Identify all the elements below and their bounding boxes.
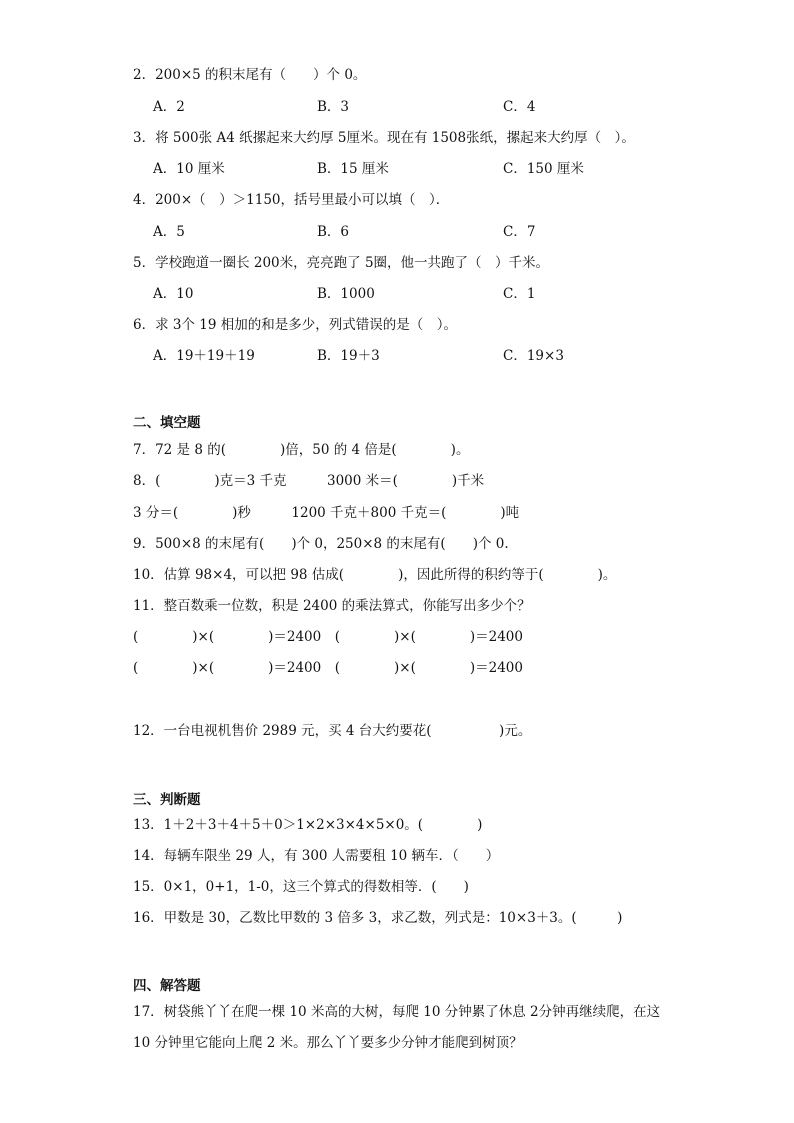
question-2-option-a: A．2 bbox=[153, 99, 185, 115]
question-10: 10．估算 98×4，可以把 98 估成( )，因此所得的积约等于( )。 bbox=[133, 567, 617, 583]
question-3-option-b: B．15 厘米 bbox=[317, 161, 389, 177]
question-8-line-2: 3 分＝( )秒 1200 千克＋800 千克＝( )吨 bbox=[133, 505, 520, 521]
question-17-line-2: 10 分钟里它能向上爬 2 米。那么丫丫要多少分钟才能爬到树顶？ bbox=[133, 1035, 523, 1051]
question-16: 16．甲数是 30，乙数比甲数的 3 倍多 3，求乙数，列式是：10×3＋3。( ) bbox=[133, 910, 623, 926]
question-11-stem: 11．整百数乘一位数，积是 2400 的乘法算式，你能写出多少个？ bbox=[133, 598, 531, 614]
question-6-option-b: B．19＋3 bbox=[317, 348, 380, 364]
question-15: 15．0×1，0+1，1-0，这三个算式的得数相等．( ) bbox=[133, 879, 469, 895]
question-5-stem: 5．学校跑道一圈长 200米，亮亮跑了 5圈，他一共跑了（ ）千米。 bbox=[133, 255, 550, 271]
answer-section-title: 四、解答题 bbox=[133, 978, 201, 994]
question-4-stem: 4．200×（ ）＞1150，括号里最小可以填（ ）． bbox=[133, 192, 450, 208]
question-11-row-1: ( )×( )＝2400 ( )×( )＝2400 bbox=[133, 629, 523, 645]
question-5-option-c: C．1 bbox=[503, 286, 536, 302]
question-11-row-2: ( )×( )＝2400 ( )×( )＝2400 bbox=[133, 660, 523, 676]
question-13: 13．1＋2＋3＋4＋5＋0＞1×2×3×4×5×0。( ) bbox=[133, 817, 483, 833]
question-3-stem: 3．将 500张 A4 纸摞起来大约厚 5厘米。现在有 1508张纸，摞起来大约厚（ ）。 bbox=[133, 130, 635, 146]
judge-section-title: 三、判断题 bbox=[133, 792, 201, 808]
question-8-line-1: 8．( )克＝3 千克 3000 米＝( )千米 bbox=[133, 473, 485, 489]
question-2-stem: 2．200×5 的积末尾有（ ）个 0。 bbox=[133, 67, 367, 83]
question-4-option-c: C．7 bbox=[503, 224, 536, 240]
question-4-option-b: B．6 bbox=[317, 224, 350, 240]
question-3-option-a: A．10 厘米 bbox=[153, 161, 225, 177]
question-17-line-1: 17．树袋熊丫丫在爬一棵 10 米高的大树，每爬 10 分钟累了休息 2分钟再继续爬，在这 bbox=[133, 1004, 661, 1020]
question-5-option-a: A．10 bbox=[153, 286, 194, 302]
question-6-option-c: C．19×3 bbox=[503, 348, 564, 364]
question-2-option-c: C．4 bbox=[503, 99, 536, 115]
question-4-option-a: A．5 bbox=[153, 224, 185, 240]
fill-section-title: 二、填空题 bbox=[133, 415, 201, 431]
question-6-option-a: A．19＋19＋19 bbox=[153, 348, 255, 364]
question-14: 14．每辆车限坐 29 人，有 300 人需要租 10 辆车．（ ） bbox=[133, 848, 500, 864]
question-9: 9．500×8 的末尾有( )个 0，250×8 的末尾有( )个 0. bbox=[133, 536, 509, 552]
question-12: 12．一台电视机售价 2989 元，买 4 台大约要花( )元。 bbox=[133, 723, 532, 739]
question-5-option-b: B．1000 bbox=[317, 286, 375, 302]
question-2-option-b: B．3 bbox=[317, 99, 350, 115]
question-6-stem: 6．求 3个 19 相加的和是多少，列式错误的是（ ）。 bbox=[133, 317, 457, 333]
question-3-option-c: C．150 厘米 bbox=[503, 161, 584, 177]
question-7: 7．72 是 8 的( )倍，50 的 4 倍是( )。 bbox=[133, 442, 470, 458]
